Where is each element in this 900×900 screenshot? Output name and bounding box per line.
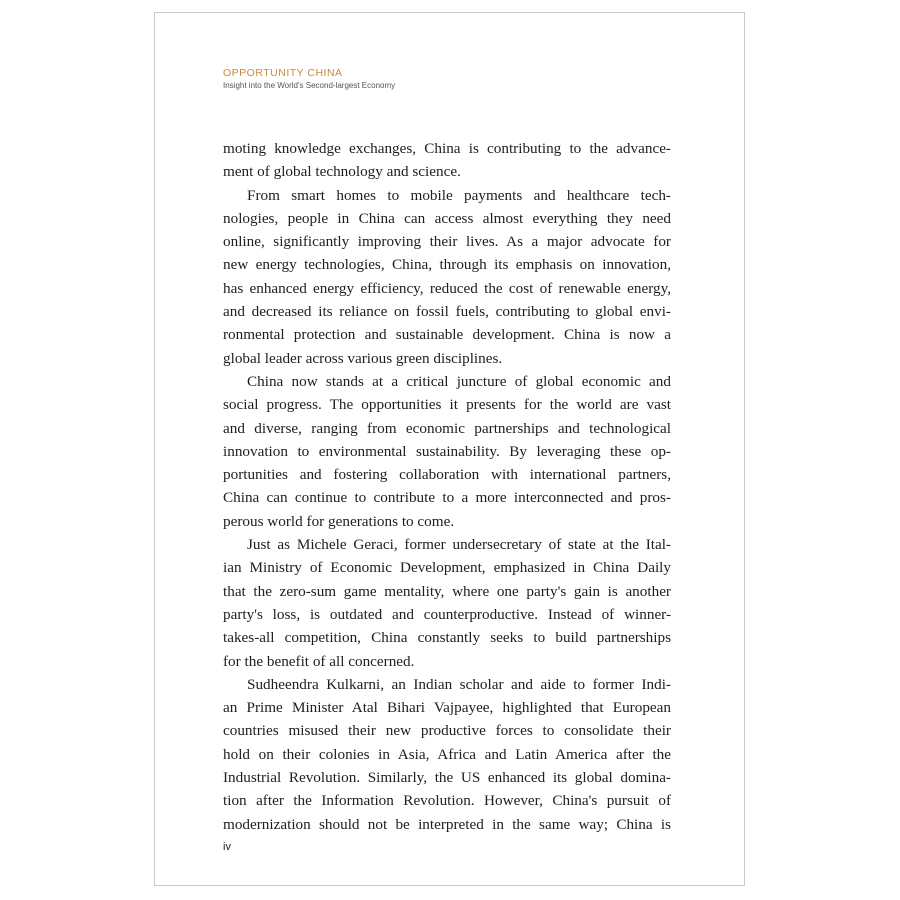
text-line: ment of global technology and science.: [223, 163, 461, 181]
paragraph: [223, 370, 671, 533]
text-line: China now stands at a critical juncture of global economic and: [247, 372, 671, 390]
text-line: modernization should not be interpreted in the same way; China is: [223, 815, 671, 833]
text-line: perous world for generations to come.: [223, 512, 455, 530]
text-line: has enhanced energy efficiency, reduced the cost of renewable energy,: [223, 279, 671, 297]
series-title: OPPORTUNITY CHINA: [223, 67, 343, 79]
text-line: nologies, people in China can access almost everything they need: [223, 209, 671, 227]
paragraph: [223, 184, 671, 370]
running-head: [223, 67, 395, 91]
series-subtitle: Insight into the World's Second-largest Economy: [223, 81, 396, 90]
book-page: [154, 12, 745, 886]
text-line: tion after the Information Revolution. However, China's pursuit of: [223, 792, 671, 810]
text-line: online, significantly improving their lives. As a major advocate for: [223, 233, 671, 251]
text-line: global leader across various green disciplines.: [223, 349, 503, 367]
text-line: hold on their colonies in Asia, Africa and Latin America after the: [223, 745, 671, 763]
text-line: ronmental protection and sustainable development. China is now a: [223, 326, 671, 344]
text-line: countries misused their new productive forces to consolidate their: [223, 722, 671, 740]
text-line: From smart homes to mobile payments and healthcare tech-: [247, 186, 671, 204]
text-line: and diverse, ranging from economic partnerships and technological: [223, 419, 671, 437]
paragraph: [223, 533, 671, 673]
text-line: takes-all competition, China constantly seeks to build partnerships: [223, 629, 671, 647]
paragraph: [223, 673, 671, 836]
text-line: portunities and fostering collaboration with international partners,: [223, 466, 671, 484]
text-line: Sudheendra Kulkarni, an Indian scholar and aide to former Indi-: [247, 675, 671, 693]
text-line: party's loss, is outdated and counterproductive. Instead of winner-: [223, 605, 671, 623]
body-text: [223, 137, 671, 836]
text-line: ian Ministry of Economic Development, emphasized in China Daily: [223, 559, 671, 577]
text-line: that the zero-sum game mentality, where one party's gain is another: [223, 582, 671, 600]
text-line: moting knowledge exchanges, China is contributing to the advance-: [223, 140, 671, 157]
text-line: for the benefit of all concerned.: [223, 652, 415, 670]
text-line: Just as Michele Geraci, former undersecretary of state at the Ital-: [247, 536, 671, 554]
text-line: an Prime Minister Atal Bihari Vajpayee, highlighted that European: [223, 699, 671, 717]
page-number: iv: [223, 841, 231, 853]
text-line: China can continue to contribute to a more interconnected and pros-: [223, 489, 671, 507]
text-line: social progress. The opportunities it presents for the world are vast: [223, 396, 671, 414]
text-line: and decreased its reliance on fossil fuels, contributing to global envi-: [223, 303, 671, 321]
text-line: Industrial Revolution. Similarly, the US enhanced its global domina-: [223, 769, 671, 787]
text-line: innovation to environmental sustainability. By leveraging these op-: [223, 442, 671, 460]
paragraph: [223, 137, 671, 184]
text-line: new energy technologies, China, through its emphasis on innovation,: [223, 256, 671, 274]
